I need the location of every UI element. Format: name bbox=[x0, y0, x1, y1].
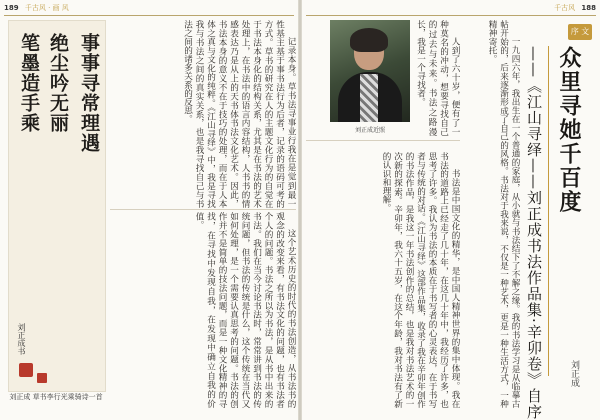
photo-caption: 刘正成近照 bbox=[354, 127, 385, 134]
body-paragraph: 记录本身。草书法寻事业行我在是觉到最一性基主基于事书法行为后者，记录的语码可考的方式。草书的研究在人的主题文化行为的自觉在于书法本身化的结构关系，尤其是在书法的艺术处理上，在书法中的语言内容结构，人书书的情感表达乃是从上的天书体书法文化艺术。因此，书法本身的意义不在于技巧的处理，而在于人本体之真与文化的纯粹。《江山寻绎》中，我是寻找我与书法之间的真实关系，也是我寻找自己与书法之间的诸多关系的反思。 bbox=[182, 20, 296, 208]
red-seal-stamp bbox=[37, 373, 47, 383]
section-divider bbox=[306, 140, 460, 141]
right-upper-text-block bbox=[414, 20, 460, 136]
photo-figure-scarf bbox=[360, 74, 378, 122]
photo-figure-hair bbox=[350, 28, 388, 52]
left-lower-text-block bbox=[110, 212, 296, 408]
body-paragraph: 一九四六年，我出生在一个普通的家庭，从小就与书法结下了不解之缘。我的书法学习是从临摹古帖开始的，后来逐渐形成了自己的风格。书法对于我来说，不仅是一种艺术，更是一种生活方式，一种精神寄托。 bbox=[487, 20, 520, 408]
body-paragraph: 这个艺术历史的时代的书法创造，从书法书的观念的改变来看，有书法文化的问题，也有书法者个人的问题。书法之所以为书法，是从书中出来的书法。我们在当今讨论书法时，常常讲到书法的传统问题，但书法的传统是什么，这个传统在当代又如何处理，是一个需要认真思考的问题。书法的创作并不是简单的技法问题，而是一种文化精神的寻找，在寻找中发现自我，在发现中确立自我的价值。 bbox=[194, 212, 296, 408]
article-subtitle: ——《江山寻绎——刘正成书法作品集·辛卯卷》自序 bbox=[525, 46, 543, 420]
left-upper-text-block bbox=[110, 20, 296, 208]
body-paragraph: 人到了六十岁，便有了一种莫名的冲动，想要寻找自己的过去与未来。书法之路漫长，我是一个寻找者。 bbox=[415, 20, 460, 136]
section-divider bbox=[110, 209, 296, 210]
right-page-number: 188 bbox=[581, 4, 596, 12]
left-page-number: 189 bbox=[4, 4, 19, 12]
right-title-adjacent-text bbox=[464, 20, 520, 408]
section-tag: 序 文 bbox=[568, 24, 592, 40]
right-header-rule bbox=[306, 15, 596, 16]
left-running-head: 千古风 · 画 风 bbox=[24, 4, 69, 12]
right-running-head: 千古风 bbox=[554, 4, 576, 12]
left-page-header bbox=[4, 2, 69, 14]
calligraphy-inscription: 刘正成书 bbox=[17, 323, 26, 355]
red-seal-stamp bbox=[19, 363, 33, 377]
article-title: 众里寻她千百度 bbox=[556, 46, 582, 214]
right-page-header bbox=[554, 2, 596, 14]
left-header-rule bbox=[4, 15, 294, 16]
calligraphy-artwork bbox=[8, 20, 106, 392]
artwork-caption: 刘正成 草书李行光乘骑诗一首 bbox=[9, 393, 103, 401]
right-lower-text-block bbox=[306, 152, 460, 408]
body-paragraph: 书法是中国文化的精华，是中国人精神世界的集中体现。我在书法的道路上已经走了几十年，在这几十年中，我经历了许多，也思考了许多。我认为书法的本质在于书写者的心灵表达，在于书写者与传统的对话。《江山寻绎》这部作品集，收录了我在辛卯年创作的书法作品，是我这一年书法创作的总结，也是我对书法艺术的一次新的探索。辛卯年，我六十五岁，在这个年龄，我对书法有了新的认识和理解。 bbox=[381, 152, 460, 408]
article-author: 刘正成 bbox=[569, 360, 579, 387]
calligraphy-column: 绝尘吟无丽 bbox=[47, 33, 69, 133]
calligraphy-column: 事事寻常理遇 bbox=[78, 33, 100, 153]
author-photo bbox=[330, 20, 410, 122]
title-rule bbox=[548, 46, 549, 376]
calligraphy-column: 笔墨造手乘 bbox=[18, 33, 40, 133]
